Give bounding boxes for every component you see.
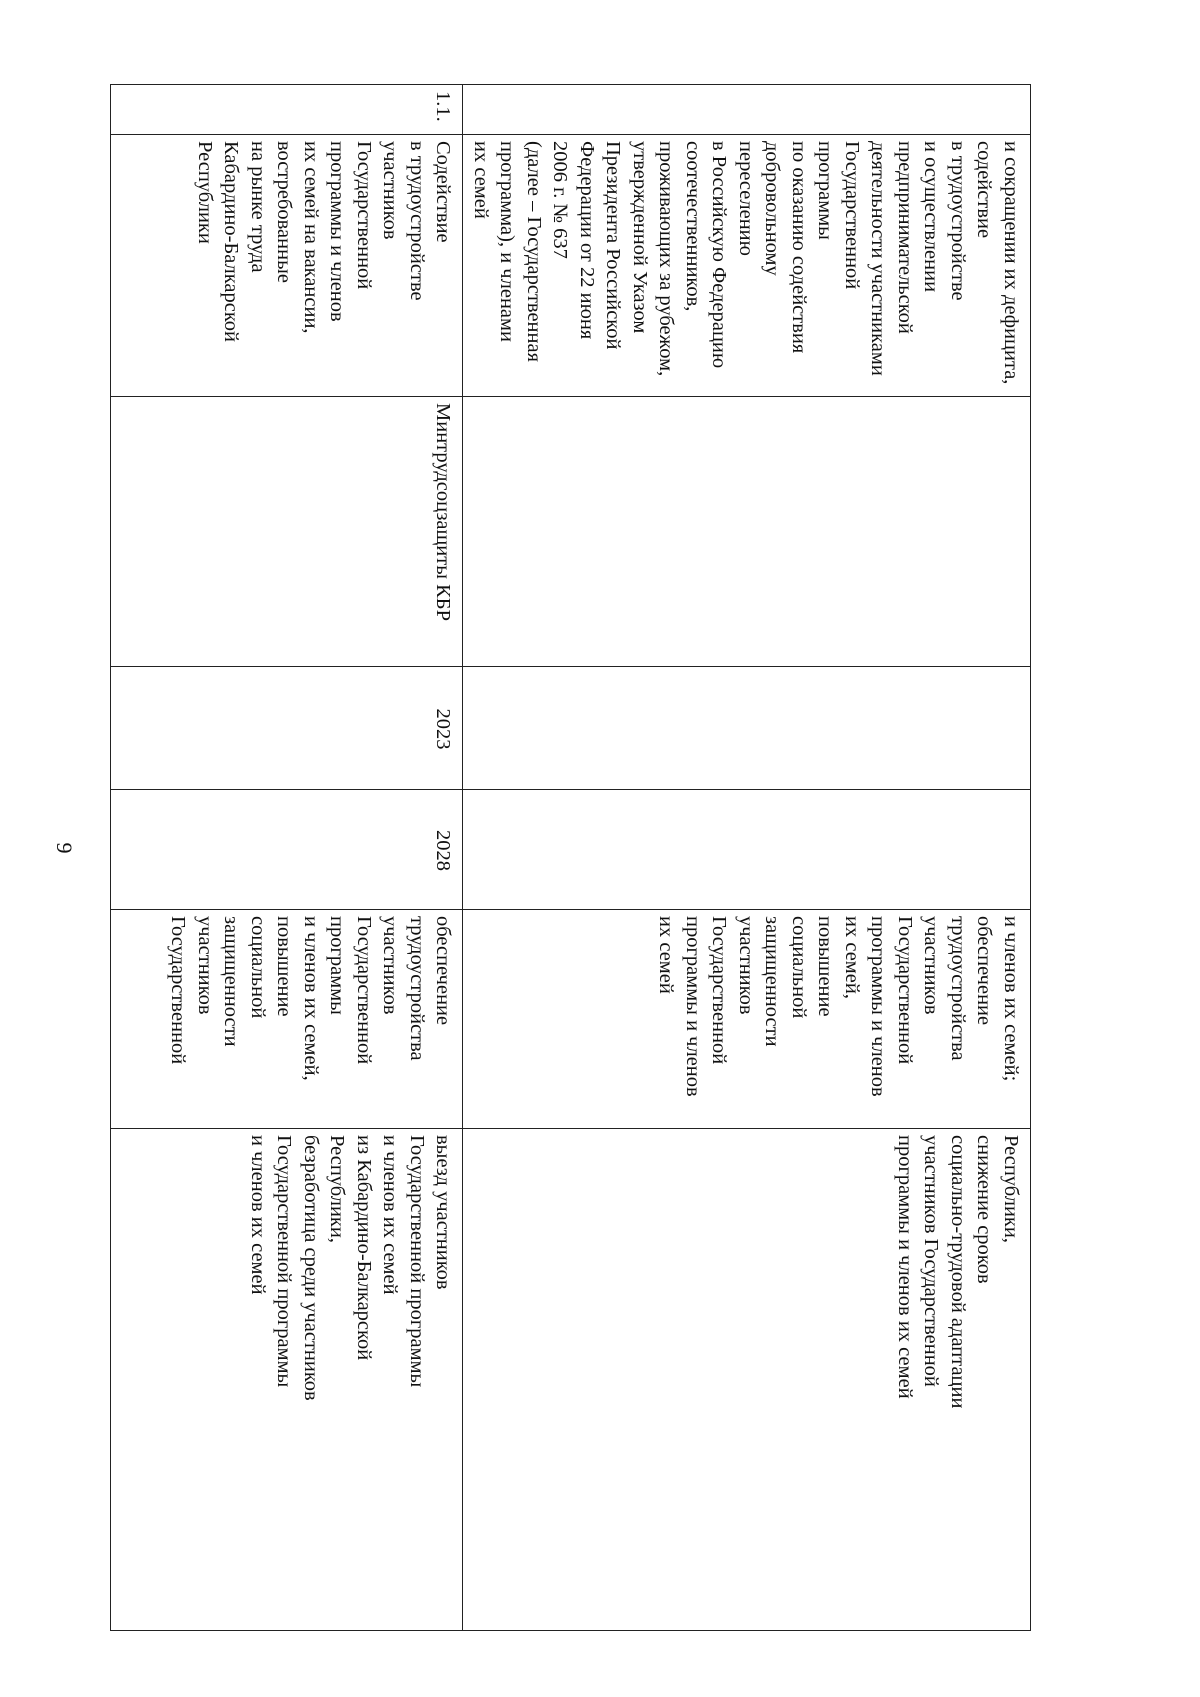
- cell-description: и сокращении их дефицита, содействие в трудоустройстве и осуществлении предпринимательской деятельности участниками Государственной программы по оказанию содействия добровольному переселению в Российскую Федерацию соотечественников, проживающих за рубежом, утвержденной Указом Президента Российской Федерации от 22 июня 2006 г. № 637 (далее – Государственная программа), и членами их семей: [463, 135, 1031, 397]
- cell-year-end: [463, 790, 1031, 910]
- table-row-continuation: [463, 85, 1031, 1631]
- cell-year-start: 2023: [111, 667, 463, 790]
- program-table: [111, 84, 1032, 1631]
- cell-description: Содействие в трудоустройстве участников Государственной программы и членов их семей на вакансии, востребованные на рынке труда Кабардино-Балкарской Республики: [111, 135, 463, 397]
- cell-number: [463, 85, 1031, 135]
- rotated-table-container: [126, 84, 1031, 1630]
- cell-indicators: выезд участников Государственной программы и членов их семей из Кабардино-Балкарской Республики, безработица среди участников Государственной программы и членов их семей: [111, 1129, 463, 1631]
- cell-executor: Минтрудсоцзащиты КБР: [111, 397, 463, 667]
- cell-number: 1.1.: [111, 85, 463, 135]
- page-number: 9: [52, 842, 77, 854]
- cell-result: и членов их семей; обеспечение трудоустройства участников Государственной программы и членов их семей, повышение социальной защищенности участников Государственной программы и членов их семей: [463, 910, 1031, 1129]
- cell-year-end: 2028: [111, 790, 463, 910]
- cell-year-start: [463, 667, 1031, 790]
- cell-executor: [463, 397, 1031, 667]
- cell-result: обеспечение трудоустройства участников Государственной программы и членов их семей, повышение социальной защищенности участников Государственной: [111, 910, 463, 1129]
- table-row-1-1: [111, 85, 463, 1631]
- cell-indicators: Республики, снижение сроков социально-трудовой адаптации участников Государственной программы и членов их семей: [463, 1129, 1031, 1631]
